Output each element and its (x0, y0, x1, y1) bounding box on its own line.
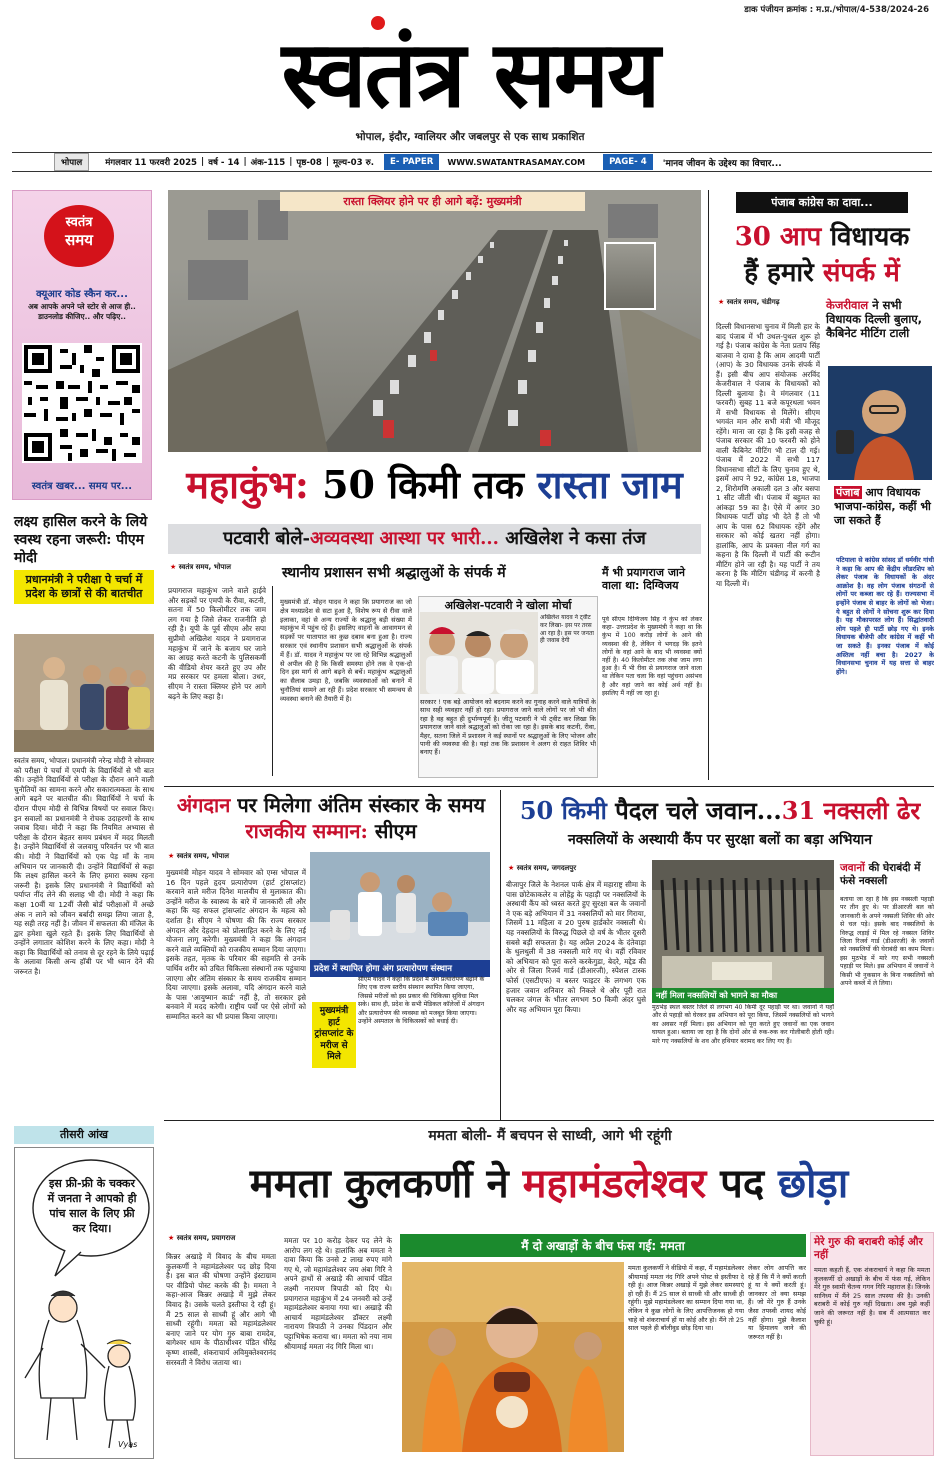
modi-students-illustration (14, 634, 154, 752)
kumbh-sub-part2: अव्यवस्था आस्था पर भारी... (310, 528, 499, 549)
kumbh-byline: ★ स्वतंत्र समय, भोपाल (170, 563, 231, 571)
mamta-head-part2: महामंडलेश्वर (522, 1160, 707, 1207)
organ-tag: मुख्यमंत्री हार्ट ट्रांसप्लांट के मरीज से मिले (312, 1002, 356, 1068)
naxal-side-part1: जवानों (840, 862, 865, 874)
kumbh-traffic-photo (168, 190, 701, 452)
naxal-headline (506, 796, 934, 826)
organ-photo-banner: प्रदेश में स्थापित होगा अंग प्रत्यारोपण संस्थान (310, 960, 490, 977)
punjab-headline-line1 (712, 220, 932, 254)
mamta-col3: ममता कुलकर्णी ने वीडियो में कहा, मैं महामंडलेश्वर श्रीयामाई ममता नंद गिरि अपने पोस्ट से इस्तीफा दे रही हूं। आज किन्नर अखाड़े में मुझे लेकर समस्याएं हो रही हैं। मैं 25 साल से साध्वी थी और साध्वी ही रहूंगी। मुझे महामंडलेश्वर का सम्मान दिया गया था, लेकिन ये कुछ लोगों के लिए आपत्तिजनक हो गया चाहे वो शंकराचार्य हों या कोई और हो। मैंने तो 25 साल पहले ही बॉलीवुड छोड़ दिया था। (628, 1264, 744, 1333)
organ-hospital-photo (310, 852, 490, 960)
kumbh-headline-part1: महाकुंभ: (186, 462, 309, 507)
kumbh-subheadline (168, 524, 701, 554)
seized-weapons-illustration (652, 860, 834, 996)
mamta-side-body: ममता कहती हैं, एक शंकराचार्य ने कहा कि ममता कुलकर्णी दो अखाड़ों के बीच में फंस गई, लेकिन मेरे गुरु स्वामी चैतन्य गगन गिरि महाराज हैं। जिनके सानिध्य में मैंने 25 साल तपस्या की है। उनकी बराबरी में कोई गुरु नहीं दिखता। अब मुझे कहीं जाने की जरूरत नहीं है। सब मैं आत्मसात कर चुकी हूं। (814, 1266, 930, 1326)
naxal-side-part2: की घेराबंदी में फंसे नक्सली (840, 862, 921, 887)
website-link[interactable]: WWW.SWATANTRASAMAY.COM (447, 157, 586, 167)
qr-code[interactable] (22, 343, 142, 463)
kejriwal-headline (826, 298, 934, 340)
naxal-byline: ★ स्वतंत्र समय, जगदलपुर (508, 864, 577, 872)
digvijay-headline: मैं भी प्रयागराज जाने वाला था: दिग्विजय (602, 566, 685, 592)
naxal-head-part1: 50 किमी (519, 796, 607, 825)
digvijay-body: पूर्व सीएम दिग्विजय सिंह ने कुंभ को लेकर कहा- उत्तरप्रदेश के मुख्यमंत्री ने कहा था कि कुंभ में 100 करोड़ लोगों के आने की व्यवस्था की है, लेकिन ये भगदड़ कि इतने लोगों के वहां आने के बाद भी व्यवस्था क्यों नहीं है। 40 किलोमीटर तक लंबा जाम लगा हुआ है। मैं भी रीवा से प्रयागराज जाने वाला था लेकिन पता चला कि वहां पहुंचना असंभव है और वहां जाने का कोई अर्थ नहीं है। इसलिए मैं नहीं जा रहा हूं। (602, 616, 702, 697)
naxal-photo-label: नहीं मिला नक्सलियों को भागने का मौका (652, 988, 834, 1003)
punjab-head-part2: विधायक (830, 222, 910, 252)
organ-head-part2: पर मिलेगा अंतिम संस्कार के समय (237, 793, 486, 817)
mamta-col2: ममता पर 10 करोड़ देकर पद लेने के आरोप लग रहे थे। हालांकि अब ममता ने दावा किया कि उनसे 2 लाख रुपए मांगे गए थे, जो महामंडलेश्वर जय अंबा गिरि ने अपने हाथों से अखाड़े की आचार्य पंडित लक्ष्मी नारायण त्रिपाठी को दिए थे। प्रयागराज महाकुंभ में 24 जनवरी को उन्हें महामंडलेश्वर बनाया गया था। अखाड़े की आचार्य महामंडलेश्वर डॉक्टर लक्ष्मी नारायण त्रिपाठी ने उनका पिंडदान और पट्टाभिषेक कराया था। ममता को नया नाम श्रीयामाई ममता नंद गिरि मिला था। (284, 1236, 392, 1351)
kumbh-sub-part1: पटवारी बोले- (223, 528, 311, 549)
issue-price: मूल्य-03 रु. (333, 158, 375, 168)
punjab-kicker: पंजाब कांग्रेस का दावा... (736, 192, 908, 213)
highway-jam-illustration (168, 190, 701, 452)
mamta-kicker: ममता बोली- मैं बचपन से साध्वी, आगे भी रहूंगी (428, 1128, 672, 1144)
kumbh-sub-part3: अखिलेश ने कसा तंज (505, 528, 646, 549)
politicians-portraits (420, 612, 538, 694)
mamta-headline (164, 1156, 934, 1212)
kejriwal-head-part2: ने सभी विधायक दिल्ली बुलाए, कैबिनेट मीटिंग टाली (826, 298, 923, 340)
mamta-photo-banner: मैं दो अखाड़ों के बीच फंस गई: ममता (400, 1234, 806, 1257)
qr-footer: स्वतंत्र खबर... समय पर... (31, 481, 133, 492)
mamta-col1: किन्नर अखाड़े में विवाद के बीच ममता कुलकर्णी ने महामंडलेश्वर पद छोड़ दिया है। इस बात की घोषणा उन्होंने इंस्टाग्राम पर वीडियो पोस्ट करके की है। ममता ने कहा-आज किन्नर अखाड़े में मुझे लेकर विवाद है। उसके चलते इस्तीफा दे रही हूं। मैं 25 साल से साध्वी हूं और आगे भी साध्वी रहूंगी। ममता को महामंडलेश्वर बनाए जाने पर योग गुरु बाबा रामदेव, बागेश्वर धाम के पीठाधीश्वर पंडित धीरेंद्र कृष्ण शास्त्री, शंकराचार्य अविमुक्तेश्वरानंद सरस्वती ने विरोध जताया था। (166, 1252, 276, 1367)
page-number-badge: PAGE- 4 (603, 154, 653, 170)
cartoon-label: तीसरी आंख (14, 1126, 154, 1144)
kumbh-col1: प्रयागराज महाकुंभ जाने वाले हाईवे और सड़कों पर एमपी के रीवा, कटनी, सतना में 50 किलोमीटर तक जाम लग गया है जिसे लेकर राजनीति हो रही है। यूपी के पूर्व सीएम और सपा सुप्रीमो अखिलेश यादव ने प्रयागराज महाकुंभ में जाने के बजाय घर जाने का आग्रह करते कटनी के पुलिसकर्मी की वीडियो शेयर करते हुए उप और मप्र सरकार पर हमला बोला। उधर, सीएम ने रास्ता क्लियर होने पर आगे बढ़ने के लिए कहा है। (168, 586, 266, 701)
pm-modi-photo (14, 634, 154, 752)
pm-story-headline: प्रधानमंत्री ने परीक्षा पे चर्चा में प्रदेश के छात्रों से की बातचीत (14, 570, 154, 604)
organ-byline: ★ स्वतंत्र समय, भोपाल (168, 852, 229, 860)
promo-logo (44, 205, 114, 267)
mamta-head-part4: छोड़ा (778, 1160, 849, 1207)
mamta-col4: लेकर लोग आपत्ति कर रहे हैं कि मैं ने क्यों करती हूं या ये क्यों करती हूं। जानकार तो क्या समझ हैं। जो मेरे गुरु हैं उनके जैसा तपस्वी शायद कोई नहीं होगा। मुझे कैलाश या हिमालय जाने की जरूरत नहीं है। (748, 1264, 806, 1341)
mamta-head-part3: पद (720, 1160, 765, 1207)
naxal-weapons-photo (652, 860, 834, 996)
kumbh-byline-text: स्वतंत्र समय, भोपाल (178, 563, 231, 571)
issue-number: अंक-115 (250, 158, 286, 168)
kumbh-headline-part3: रास्ता जाम (537, 462, 683, 507)
naxal-side-headline (840, 862, 934, 888)
organ-head-part4: सीएम (374, 819, 417, 843)
punjab-side-part2: आप विधायक भाजपा-कांग्रेस, कहीं भी जा सकते हैं (834, 486, 931, 527)
mamta-head-part1: ममता कुलकर्णी ने (249, 1160, 509, 1207)
kumbh-headline (168, 460, 701, 510)
punjab-body: दिल्ली विधानसभा चुनाव में मिली हार के बाद पंजाब में भी उथल-पुथल शुरू हो गई है। पंजाब कांग्रेस के नेता प्रताप सिंह बाजवा ने दावा है कि आम आदमी पार्टी (आप) के 30 विधायक उनके संपर्क में हैं। इसी बीच आप संयोजक अरविंद केजरीवाल ने पंजाब के विधायकों को दिल्ली बुलाया है। वे मंगलवार (11 फरवरी) सुबह 11 बजे कपूरथला भवन में सभी विधायक से मिलेंगे। सीएम भगवंत मान और सभी मंत्री भी मौजूद रहेंगे। माना जा रहा है कि इसी वजह से पंजाब सरकार की 10 फरवरी को होने वाली कैबिनेट मीटिंग भी टाल दी गई। पंजाब में 2022 में सभी 117 विधानसभा सीटों के लिए चुनाव हुए थे, इसमें आप ने 92, कांग्रेस 18, भाजपा 2, शिरोमणि अकाली दल 3 और बसपा 1 सीट जीती थी। पंजाब में बहुमत का आंकड़ा 59 का है। ऐसे में अगर 30 विधायक पार्टी छोड़ भी देते हैं तो भी आप के पास 62 विधायक रहेंगे और सरकार को कोई खतरा नहीं होगा। हालांकि, आप के प्रवक्ता नील गर्ग का कहना है कि दिल्ली में पार्टी की रूटीन मीटिंग होने जा रही है। यह पार्टी ने तय करना है कि मीटिंग चंडीगढ़ में करनी है या दिल्ली में। (716, 322, 820, 588)
naxal-side-body: बताया जा रहा है कि इस नक्सली पहाड़ी पर तीन हुए थे। पर डीआरजी बल को जानकारी के अपने नक्सली शिविर की ओर से चल पड़े। इसके बाद नक्सलियों के विरुद्ध लड़ाई में मिल रहे नक्सल शिविर जिला रिजर्व गार्ड (डीआरजी) के जवानों को नक्सलियों की घेराबंदी का काम मिला। इस मुठभेड़ में मारे गए सभी नक्सली पहाड़ी पर मिले। इस अभियान में जवानों ने किसी भी नुकसान के बिना नक्सलियों को अपने कब्जे में ले लिया। (840, 896, 934, 988)
promo-logo-line1: स्वतंत्र (65, 215, 93, 230)
kumbh-headline-part2: 50 किमी तक (322, 462, 524, 507)
daily-quote: 'मानव जीवन के उद्देश्य का विचार... (662, 158, 782, 169)
naxal-head-part2: पैदल चले जवान... (615, 796, 782, 825)
punjab-head-part3: हैं हमारे (744, 258, 814, 288)
qr-title: क्यूआर कोड स्कैन कर... (36, 289, 128, 300)
epaper-badge[interactable]: E- PAPER (384, 154, 439, 170)
mamta-byline: ★ स्वतंत्र समय, प्रयागराज (168, 1234, 236, 1242)
kumbh-opposition-title: अखिलेश-पटवारी ने खोला मोर्चा (444, 599, 572, 612)
kumbh-deck: स्थानीय प्रशासन सभी श्रद्धालुओं के संपर्क में (282, 565, 506, 581)
cartoon-speech: इस फ्री-फ्री के चक्कर में जनता ने आपको ही पांच साल के लिए फ्री कर दिया। (47, 1177, 137, 1235)
punjab-side-part1: पंजाब (836, 486, 860, 499)
naxal-photo-body: मुठभेड़ स्थल बस्तर जिले से लगभग 40 किमी दूर पहाड़ी पर था। जवानों ने यहाँ और से पहाड़ी को घेरकर इस अभियान को पूरा किया, जिसमें नक्सलियों को भागने का अवसर नहीं मिला। इस अभियान को पूरा करते हुए जवानों का एक जवान घायल हुआ। बताया जा रहा है कि दोनों ओर से रुक-रुक कर गोलीबारी होती रही। मारे गए नक्सलियों के शव और हथियार बरामद कर लिए गए हैं। (652, 1004, 834, 1045)
akhilesh-patwari-digvijay-photo (420, 612, 538, 694)
hospital-visit-illustration (310, 852, 490, 960)
qr-code-graphic (24, 345, 140, 461)
organ-headline (166, 792, 496, 844)
pm-story-kicker: लक्ष्य हासिल करने के लिये स्वस्थ रहना जरूरी: पीएम मोदी (14, 514, 148, 566)
kejriwal-photo (828, 366, 932, 480)
kumbh-col3: सरकार ! एक बड़े आयोजन को बदनाम करने का गुनाह करने वाले यात्रियों के साथ सही व्यवहार नहीं हो रहा। प्रयागराज जाने वाले लोगों पर जो भी बीत रहा है वह बहुत ही दुर्भाग्यपूर्ण है। जीतू पटवारी ने भी ट्वीट कर लिखा कि प्रयागराज जाने वाले श्रद्धालुओं को रोका जा रहा है। इसके बाद कटनी, रीवा, मैहर, सतना जिले में प्रशासन ने कई स्थानों पर श्रद्धालुओं के लिए भोजन और पानी की व्यवस्था की है। यहां तक कि प्रशासन ने अलग से राहत शिविर भी बनाए हैं। (420, 698, 596, 757)
kejriwal-head-part1: केजरीवाल (826, 298, 869, 312)
registration-number: डाक पंजीयन क्रमांक : म.प्र./भोपाल/4-538/2024-26 (744, 5, 929, 15)
mamta-byline-text: स्वतंत्र समय, प्रयागराज (176, 1234, 236, 1242)
organ-body: मुख्यमंत्री मोहन यादव ने सोमवार को एम्स भोपाल में 16 दिन पहले हृदय प्रत्यारोपण (हार्ट ट्रांसप्लांट) करवाने वाले मरीज दिनेश मालवीय से मुलाकात की। उन्होंने मरीज के स्वास्थ्य के बारे में जानकारी ली और कहा कि यह सफल ट्रांसप्लांट अंगदान के महत्व को दर्शाता है। सीएम ने घोषणा की कि राज्य सरकार अंगदान और देहदान को प्रोत्साहित करने के लिए नई योजना लागू करेगी। मुख्यमंत्री ने कहा कि अंगदान करने वाले व्यक्तियों को राजकीय सम्मान दिया जाएगा। इसके तहत, मृतक के परिवार की सहमति से उनके पार्थिव शरीर को उचित चिकित्सा संस्थानों तक पहुंचाया जाएगा और अंतिम संस्कार के समय राजकीय सम्मान दिया जाएगा। इसके अलावा, यदि अंगदान करने वाले के पास 'आयुष्मान कार्ड' नहीं है, तो सरकार इसे बनवाने में मदद करेगी। राष्ट्रीय पर्वों पर ऐसे लोगों को सम्मानित करने का भी प्रयास किया जाएगा। (166, 868, 306, 1021)
punjab-side-headline (834, 486, 934, 528)
info-bar: भोपाल मंगलवार 11 फरवरी 2025 | वर्ष - 14 | अंक-115 | पृष्ठ-08 | मूल्य-03 रु. E- PAPER WWW.SWATANTRASAMAY.COM PAGE- 4 'मानव जीवन के उद्देश्य का विचार... (12, 152, 932, 172)
punjab-head-part1: 30 आप (734, 222, 822, 252)
kumbh-photo-tag: रास्ता क्लियर होने पर ही आगे बढ़ें: मुख्यमंत्री (280, 192, 585, 211)
organ-byline-text: स्वतंत्र समय, भोपाल (176, 852, 229, 860)
punjab-head-part4: संपर्क में (822, 258, 900, 288)
organ-head-part3: राजकीय सम्मान: (245, 819, 368, 843)
newspaper-title: स्वतंत्र समय (281, 20, 659, 128)
organ-head-part1: अंगदान (176, 793, 231, 817)
mamta-kulkarni-illustration (402, 1262, 624, 1452)
kumbh-col2: मुख्यमंत्री डॉ. मोहन यादव ने कहा कि प्रयागराज का जो क्षेत्र मध्यप्रदेश से सटा हुआ है, विशेष रूप से रीवा वाले इलाका, वहां से अन्य राज्यों के श्रद्धालु बड़ी संख्या में महाकुंभ में पहुंच रहे हैं। इसलिए वाहनों के आवागमन से सड़कों पर यातायात का कुछ दबाव बना हुआ है। राज्य सरकार एवं स्थानीय प्रशासन सभी श्रद्धालुओं के संपर्क में हैं। डॉ. यादव ने महाकुंभ पर जा रहे विभिन्न श्रद्धालुओं से अपील की है कि किसी समस्या होने तक वे एक-दो दिन इस मार्ग से आगे बढ़ने से बचें। महाकुंभ श्रद्धालुओं का सैलाब उमड़ा है, जबकि व्यवस्थाओं को बनाने में चुनौतियां सामने आ रही हैं। प्रदेश सरकार भी समन्वय से व्यवस्था बनाने की तैयारी में है। (280, 598, 412, 703)
issue-date: मंगलवार 11 फरवरी 2025 (105, 158, 198, 168)
issue-year: वर्ष - 14 (208, 158, 240, 168)
newspaper-subtitle: भोपाल, इंदौर, ग्वालियर और जबलपुर से एक साथ प्रकाशित (355, 131, 585, 143)
punjab-side-body: पटियाला से कांग्रेस सांसद डॉ धर्मवीर गांधी ने कहा कि आप की केंद्रीय लीडरशिप को लेकर पंजाब के विधायकों के अंदर आक्रोश है। वह लोग पंजाब संगठनों से लोगों पर कब्जा कर रहे हैं। राज्यसभा में इन्होंने पंजाब से बाहर के लोगों को भेजा। ये बहुत से लोगों ने सोचना शुरू कर दिया है। यह मौकापरस्त लोग हैं। सिद्धांतवादी लोग पहले ही पार्टी छोड़ गए थे। इनके विधायक बीजेपी और कांग्रेस में कहीं भी जा सकते हैं। इनका पंजाब में कोई अस्तित्व नहीं बचा है। 2027 के विधानसभा चुनाव में यह सत्ता से बाहर होंगे। (836, 556, 934, 676)
promo-logo-line2: समय (65, 231, 93, 249)
punjab-headline-line2 (712, 256, 932, 290)
naxal-body: बीजापुर जिले के नेशनल पार्क क्षेत्र में महाराष्ट्र सीमा के पास छोटेकाकलेर व लोहेंड्र के पहाड़ी पर नक्सलियों के अस्थायी कैंप को ध्वस्त करते हुए सुरक्षा बल के जवानों ने एक बड़े अभियान में 31 नक्सलियों को मार गिराया, जिसमें 11 महिला व 20 पुरुष हार्डकोर नक्सली थे। यह नक्सलियों के विरुद्ध पिछले दो वर्ष के भीतर दूसरी सबसे बड़ी सफलता है। यह अप्रैल 2024 के दंतेवाड़ा के थुलथुली में 38 नक्सली मारे गए थे। वहीं रविवार को अभियान को पूरा करने करकेगुडा, बेदरे, मद्देड की ओर से जिला रिजर्व गार्ड (डीआरजी), स्पेशल टास्क फोर्स (एसटीएफ) व बस्तर फाइटर के लगभग एक हजार जवान शनिवार को निकले थे और पूरी रात चलकर जंगल के भीतर लगभग 50 किमी अंदर घुसे और यह अभियान पूरा किया। (506, 880, 646, 1014)
kumbh-opposition-caption: अखिलेश यादव ने ट्वीट कर लिखा- इस पर तरस आ रहा है। इस पर जनता ही जवाब देगी (540, 614, 594, 645)
qr-text: अब आपके अपने प्ले स्टोर से आज ही.. डाउनलोड कीजिए.. और पढ़िए.. (28, 302, 136, 321)
organ-photo-caption: सीएम यादव ने कहा कि प्रदेश में अंग प्रत्यारोपण बढ़ाने के लिए एक राज्य स्तरीय संस्थान स्थापित किया जाएगा, जिससे मरीजों को इस प्रकार की चिकित्सा सुविधा मिल सके। साथ ही, प्रदेश के सभी मेडिकल कॉलेजों में अंगदान और प्रत्यारोपण की व्यवस्था को मजबूत किया जाएगा। उन्होंने अस्पताल के चिकित्सकों को बधाई दी। (358, 976, 485, 1026)
punjab-byline: ★ स्वतंत्र समय, चंडीगढ़ (718, 298, 780, 306)
naxal-head-part3: 31 नक्सली ढेर (781, 796, 921, 825)
kumbh-photo-inset (604, 242, 656, 310)
pm-story-body: स्वतंत्र समय, भोपाल। प्रधानमंत्री नरेन्द्र मोदी ने सोमवार को परीक्षा पे चर्चा में एमपी के विद्यार्थियों से भी बात की। उन्होंने विद्यार्थियों से परीक्षा के दौरान आने वाली चुनौतियों का सामना करने और सकारात्मकता के साथ आगे बढ़ने पर बातचीत की। विद्यार्थियों ने चर्चा के दौरान पीएम मोदी से विभिन्न विषयों पर सवाल किए। इन सवालों का प्रधानमंत्री ने रोचक उदाहरणों के साथ जवाब दिया। मोदी ने कहा कि नियमित अभ्यास से परीक्षा के दौरान बेहतर समय प्रबंधन में मदद मिलती है। उन्होंने विद्यार्थियों से जलवायु परिवर्तन पर भी बात की। मोदी ने विद्यार्थियों को एक पेड़ माँ के नाम अभियान पर जानकारी दी। उन्होंने विद्यार्थियों से कहा कि लक्ष्य हासिल करने के लिए हमारा स्वस्थ रहना जरूरी है। इसके लिए प्रधानमंत्री ने विद्यार्थियों को पर्याप्त नींद लेने की सलाह भी दी। मोदी ने कहा कि कक्षा 10वीं या 12वीं जैसी बोर्ड परीक्षाओं में अच्छे अंक न लाने को जीवन बर्बादी समझ लिया जाता है, यह सही तरह नहीं है। जीवन में सफलता की मंजिल के द्वार हमेशा खुले रहते हैं। इसके लिए विद्यार्थियों से उन्होंने लगातार कोशिश करने के लिए कहा। मोदी ने कहा कि विद्यार्थियों को तनाव से दूर रहने के लिये पढ़ाई के अलावा किसी अन्य हॉबी पर भी ध्यान देने की जरूरत है। (14, 756, 154, 977)
mamta-side-headline: मेरे गुरु की बराबरी कोई और नहीं (814, 1236, 923, 1261)
punjab-byline-text: स्वतंत्र समय, चंडीगढ़ (726, 298, 780, 306)
cartoonist-signature: Vyas (118, 1440, 138, 1449)
kejriwal-portrait (828, 366, 932, 480)
edition-city: भोपाल (54, 153, 89, 171)
mamta-photo (402, 1262, 624, 1452)
naxal-subheadline: नक्सलियों के अस्थायी कैंप पर सुरक्षा बलों का बड़ा अभियान (568, 832, 872, 848)
naxal-byline-text: स्वतंत्र समय, जगदलपुर (516, 864, 577, 872)
page-count: पृष्ठ-08 (296, 158, 322, 168)
